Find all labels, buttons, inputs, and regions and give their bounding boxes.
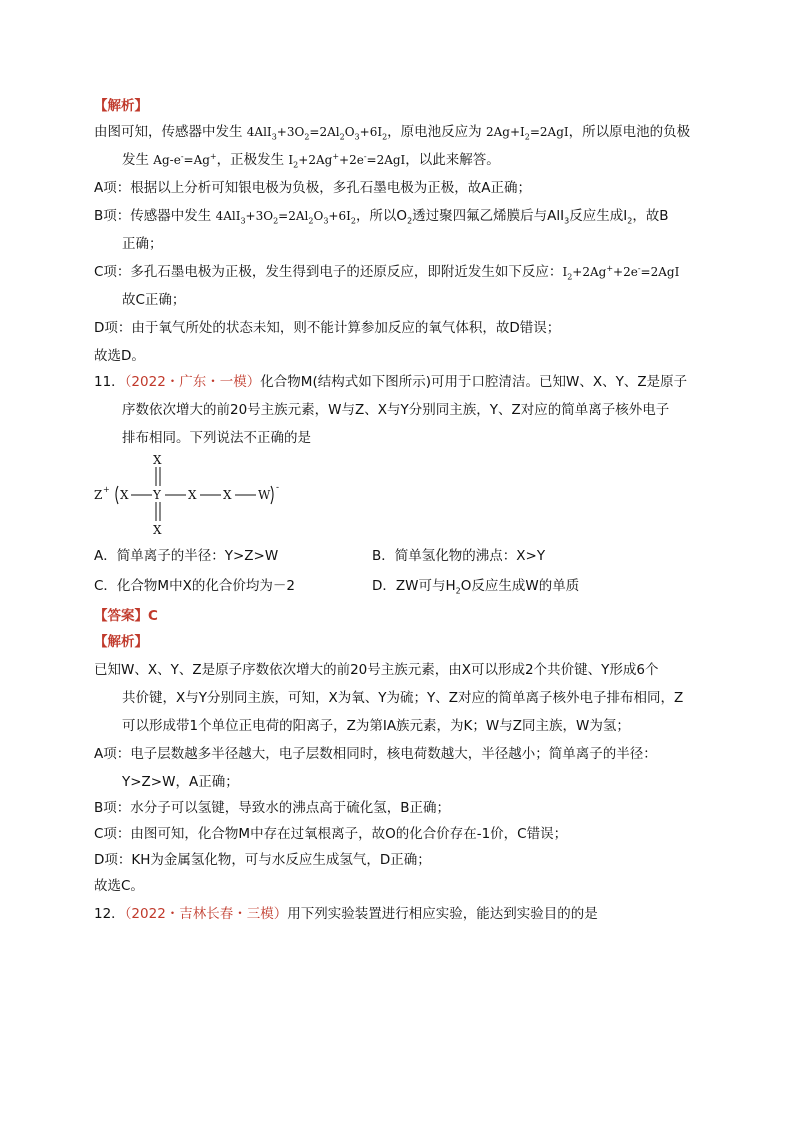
structure-x-left: X — [120, 488, 129, 502]
q11-option-a[interactable]: A．简单离子的半径：Y>Z>W — [94, 548, 279, 564]
structure-w: W — [258, 488, 271, 502]
q11-option-b-explanation: B项：水分子可以氢键，导致水的沸点高于硫化氢，B正确； — [94, 800, 451, 816]
q11-option-a-explanation-cont: Y>Z>W，A正确； — [122, 774, 239, 790]
q10-option-b-explanation: B项：传感器中发生 $4AlI_3+3O_2=2Al_2O_3+6I_2$，所以$O_2$透过聚四氟乙烯膜后与AlI$_3$反应生成$I_2$，故B — [94, 208, 669, 226]
q11-stem-line-1: 11．（2022・广东・一模）化合物M(结构式如下图所示)可用于口腔清洁。已知W、X、Y、Z是原子 — [94, 374, 688, 390]
q11-explanation-line-1: 已知W、X、Y、Z是原子序数依次增大的前20号主族元素，由X可以形成2个共价键、Y形成6个 — [94, 662, 659, 678]
q11-stem-line-2: 序数依次增大的前20号主族元素，W与Z、X与Y分别同主族，Y、Z对应的简单离子核外电子 — [122, 402, 670, 418]
structure-z-charge: + — [103, 485, 110, 494]
q11-option-d[interactable]: D．ZW可与$H_2O$反应生成W的单质 — [372, 578, 580, 596]
q11-stem-line-3: 排布相同。下列说法不正确的是 — [122, 430, 311, 446]
structure-x-top: X — [153, 453, 162, 467]
q11-number: 11． — [94, 374, 125, 390]
q11-structure-formula — [90, 450, 300, 540]
structure-x-middle: X — [188, 488, 197, 502]
q10-conclusion: 故选D。 — [94, 348, 145, 364]
structure-y: Y — [153, 488, 161, 502]
q11-source: （2022・广东・一模） — [124, 374, 261, 390]
q11-explanation-line-3: 可以形成带1个单位正电荷的阳离子，Z为第ⅠA族元素，为K；W与Z同主族，W为氢； — [122, 718, 630, 734]
q11-answer: 【答案】C — [94, 608, 158, 624]
q10-option-d-explanation: D项：由于氧气所处的状态未知，则不能计算参加反应的氧气体积，故D错误； — [94, 320, 561, 336]
structure-left-bracket — [116, 486, 118, 504]
structure-right-bracket — [271, 486, 273, 504]
q11-option-d-explanation: D项：KH为金属氢化物，可与水反应生成氢气，D正确； — [94, 852, 431, 868]
q11-option-c[interactable]: C．化合物M中X的化合价均为－2 — [94, 578, 295, 594]
q10-analysis-line-1: 由图可知，传感器中发生 $4AlI_3+3O_2=2Al_2O_3+6I_2$，原电池反应为 $2Ag+I_2=2AgI$，所以原电池的负极 — [94, 124, 691, 142]
q11-option-b[interactable]: B．简单氢化物的沸点：X>Y — [372, 548, 546, 564]
q11-explanation-line-2: 共价键，X与Y分别同主族，可知，X为氧、Y为硫；Y、Z对应的简单离子核外电子排布相同，Z — [122, 690, 684, 706]
q10-analysis-line-2: 发生 Ag-e-=Ag+，正极发生 $I_2+2Ag^++2e^-=2AgI$，以此来解答。 — [122, 152, 500, 170]
q10-option-b-explanation-cont: 正确； — [122, 236, 163, 252]
q10-analysis-heading: 【解析】 — [94, 98, 148, 114]
structure-x-bottom: X — [153, 523, 162, 537]
q12-source: （2022・吉林长春・三模） — [124, 906, 288, 922]
structure-anion-charge: - — [276, 483, 280, 493]
q10-option-a-explanation: A项：根据以上分析可知银电极为负极，多孔石墨电极为正极，故A正确； — [94, 180, 531, 196]
q11-conclusion: 故选C。 — [94, 878, 144, 894]
q11-option-a-explanation: A项：电子层数越多半径越大，电子层数相同时，核电荷数越大，半径越小；简单离子的半径： — [94, 746, 657, 762]
structure-z: Z — [94, 488, 103, 502]
q10-option-c-explanation-cont: 故C正确； — [122, 292, 186, 308]
q12-stem: 12．（2022・吉林长春・三模）用下列实验装置进行相应实验，能达到实验目的的是 — [94, 906, 598, 922]
q12-number: 12． — [94, 906, 125, 922]
q11-option-c-explanation: C项：由图可知，化合物M中存在过氧根离子，故O的化合价存在-1价，C错误； — [94, 826, 568, 842]
structure-x-right: X — [223, 488, 232, 502]
q10-option-c-explanation: C项：多孔石墨电极为正极，发生得到电子的还原反应，即附近发生如下反应：$I_2+2Ag^++2e^-=2AgI$ — [94, 264, 680, 282]
q11-analysis-heading: 【解析】 — [94, 634, 148, 650]
